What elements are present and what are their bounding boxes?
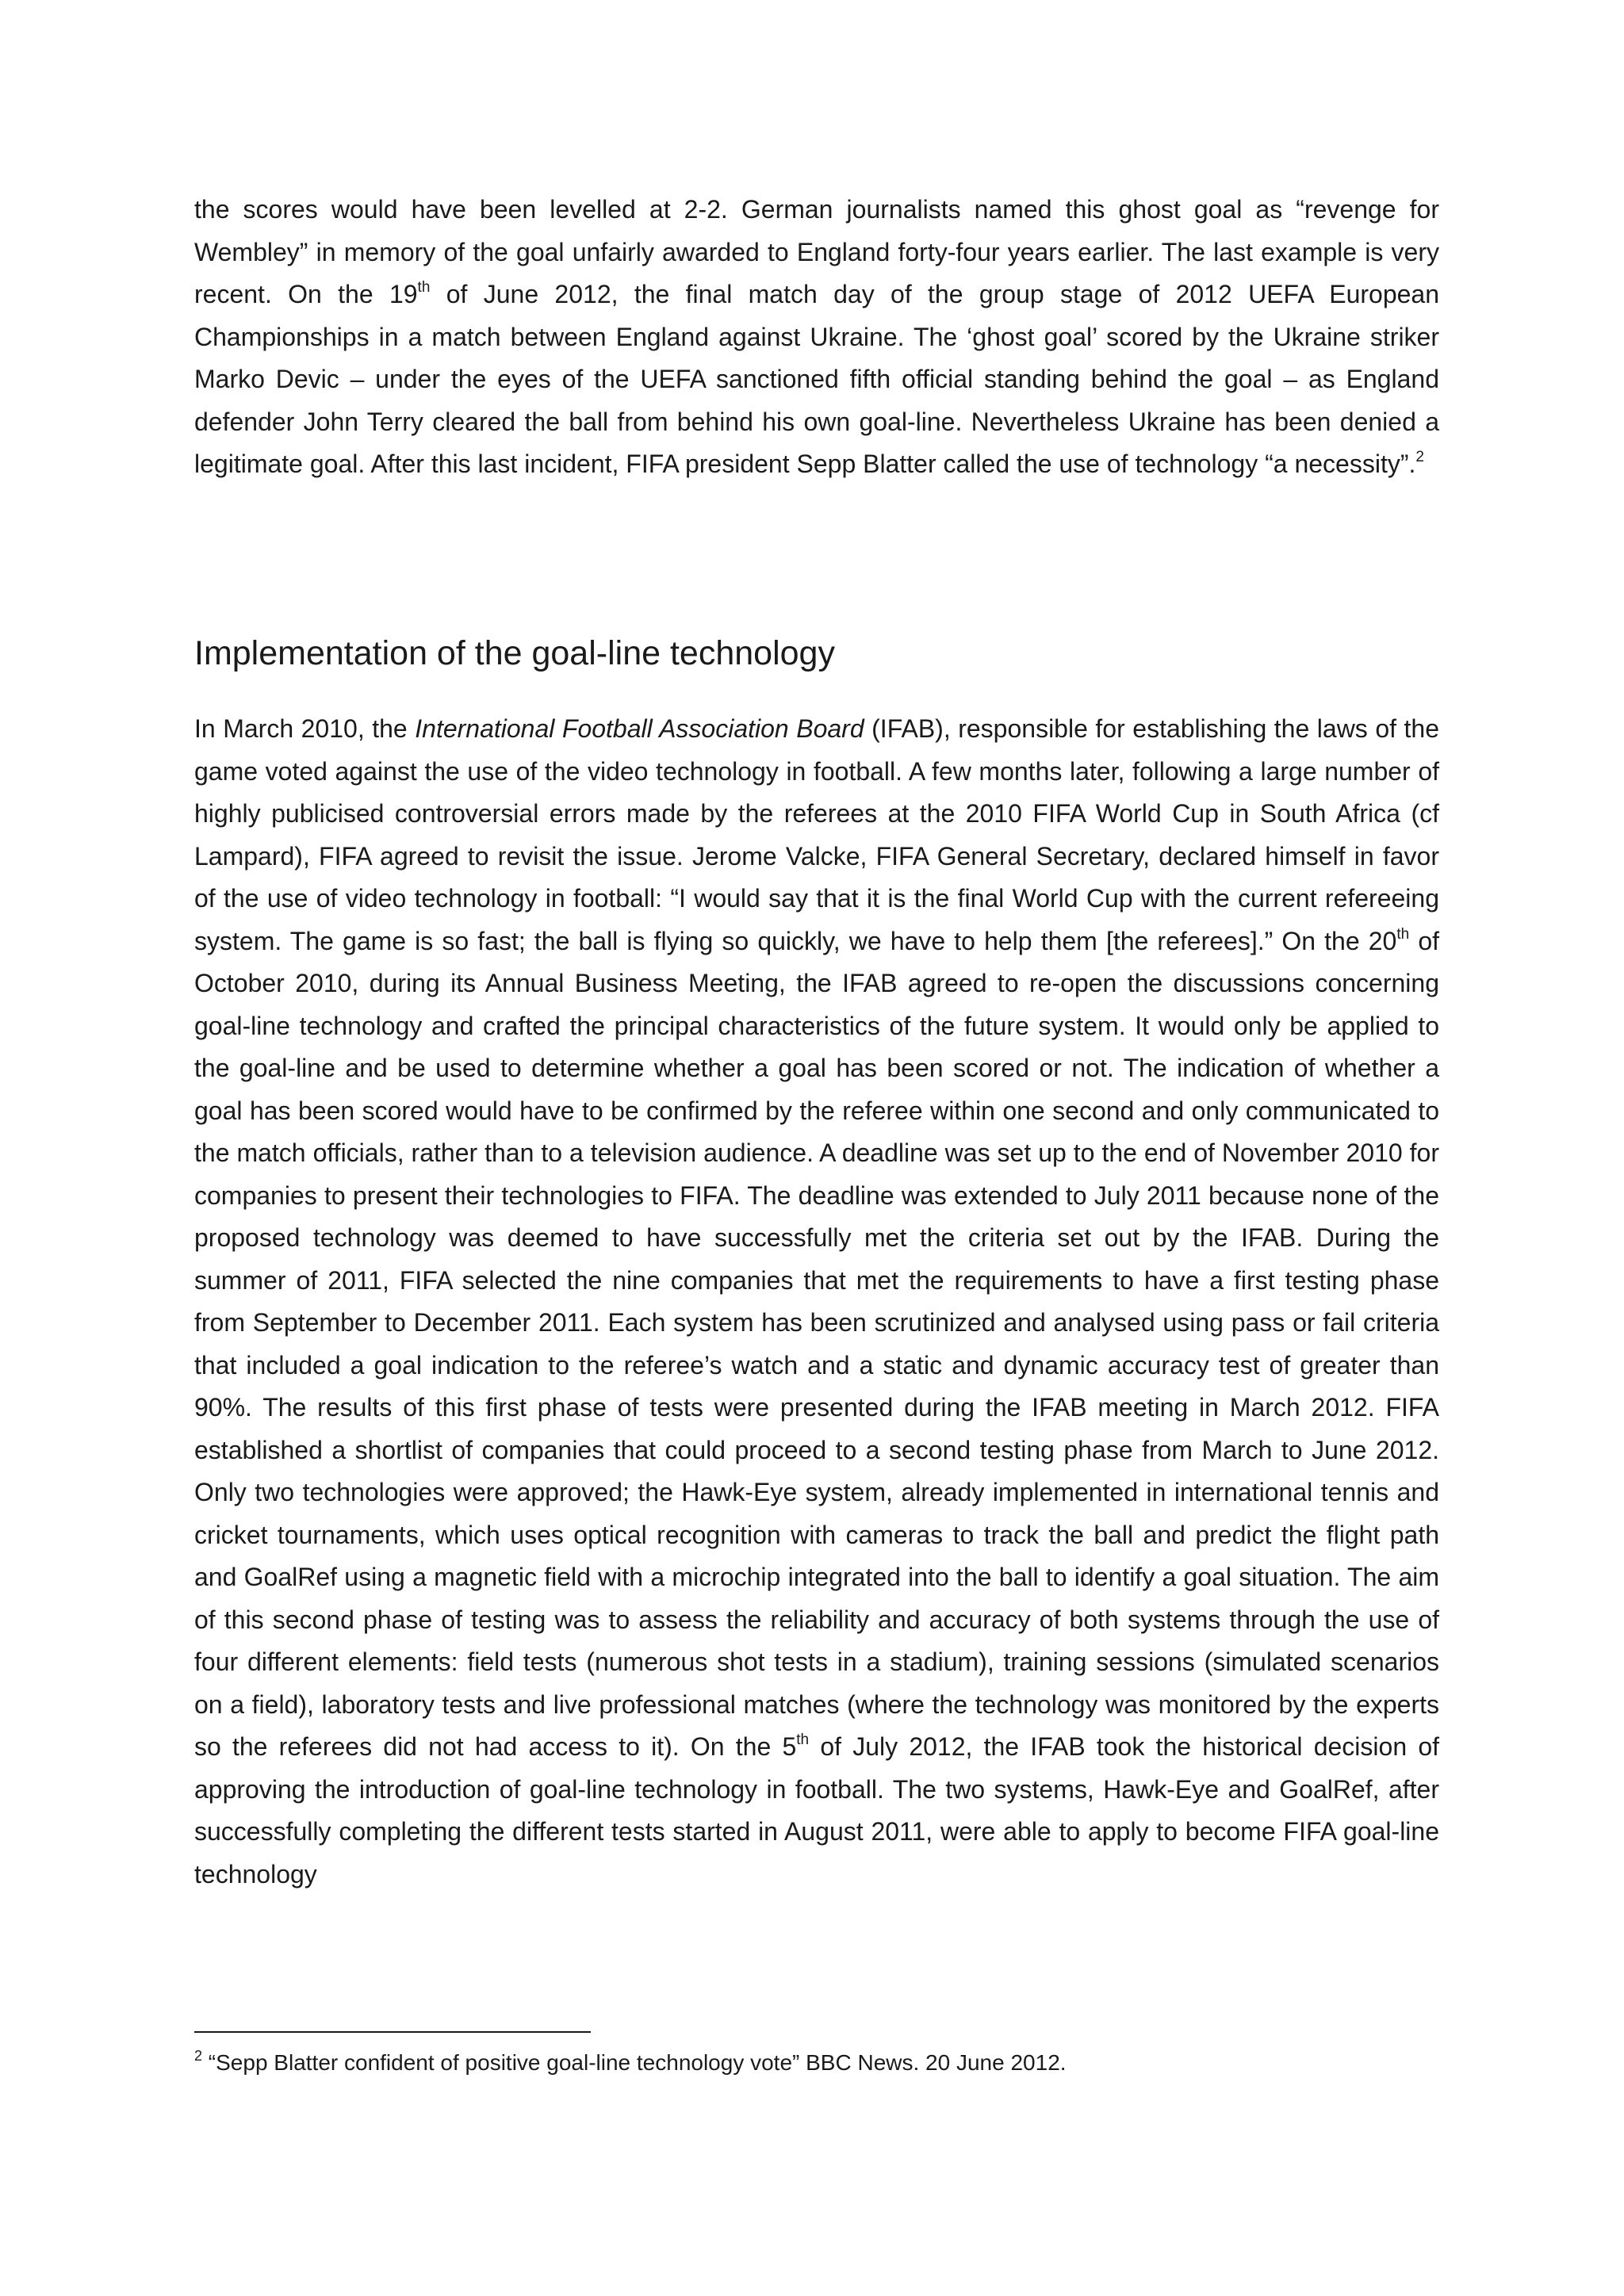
ordinal-superscript: th — [796, 1732, 810, 1749]
intro-text-1: the scores would have been levelled at 2-2. German journalists named this ghost goal as “revenge for Wembley” in memory of the goal unfairly awarded to England forty-four years earlier. The last example is very recent. On the 19 — [194, 195, 1439, 308]
ordinal-superscript: th — [417, 279, 431, 297]
main-paragraph — [194, 708, 1439, 1896]
document-page — [194, 0, 1439, 2296]
footnote-reference[interactable]: 2 — [1415, 449, 1424, 466]
footnote-divider — [194, 2031, 591, 2033]
main-text-4: of July 2012, the IFAB took the historical decision of approving the introduction of goal-line technology in football. The two systems, Hawk-Eye and GoalRef, after successfully completing the different tests started in August 2011, were able to apply to become FIFA goal-line technology — [194, 1732, 1440, 1888]
italic-organization-name: International Football Association Board — [415, 714, 864, 743]
footnote-text: “Sepp Blatter confident of positive goal-line technology vote” BBC News. 20 June 2012. — [202, 2050, 1067, 2075]
footnote-number: 2 — [194, 2047, 203, 2064]
main-text-3: of October 2010, during its Annual Business Meeting, the IFAB agreed to re-open the discussions concerning goal-line technology and crafted the principal characteristics of the future system. It would only be applied to the goal-line and be used to determine whether a goal has been scored or not. The indication of whether a goal has been scored would have to be confirmed by the referee within one second and only communicated to the match officials, rather than to a television audience. A deadline was set up to the end of November 2010 for companies to present their technologies to FIFA. The deadline was extended to July 2011 because none of the proposed technology was deemed to have successfully met the criteria set out by the IFAB. During the summer of 2011, FIFA selected the nine companies that met the requirements to have a first testing phase from September to December 2011. Each system has been scrutinized and analysed using pass or fail criteria that included a goal indication to the referee’s watch and a static and dynamic accuracy test of greater than 90%. The results of this first phase of tests were presented during the IFAB meeting in March 2012. FIFA established a shortlist of companies that could proceed to a second testing phase from March to June 2012. Only two technologies were approved; the Hawk-Eye system, already implemented in international tennis and cricket tournaments, which uses optical recognition with cameras to track the ball and predict the flight path and GoalRef using a magnetic field with a microchip integrated into the ball to identify a goal situation. The aim of this second phase of testing was to assess the reliability and accuracy of both systems through the use of four different elements: field tests (numerous shot tests in a stadium), training sessions (simulated scenarios on a field), laboratory tests and live professional matches (where the technology was monitored by the experts so the referees did not had access to it). On the 5 — [194, 926, 1439, 1761]
main-text-2: (IFAB), responsible for establishing the laws of the game voted against the use of the video technology in football. A few months later, following a large number of highly publicised controversial errors made by the referees at the 2010 FIFA World Cup in South Africa (cf Lampard), FIFA agreed to revisit the issue. Jerome Valcke, FIFA General Secretary, declared himself in favor of the use of video technology in football: “I would say that it is the final World Cup with the current refereeing system. The game is so fast; the ball is flying so quickly, we have to help them [the referees].” On the 20 — [194, 714, 1440, 955]
intro-paragraph — [194, 189, 1439, 486]
main-text-1: In March 2010, the — [194, 714, 416, 743]
section-heading: Implementation of the goal-line technology — [194, 634, 835, 672]
intro-text-2: of June 2012, the final match day of the group stage of 2012 UEFA European Championships in a match between England against Ukraine. The ‘ghost goal’ scored by the Ukraine striker Marko Devic – under the eyes of the UEFA sanctioned fifth official standing behind the goal – as England defender John Terry cleared the ball from behind his own goal-line. Nevertheless Ukraine has been denied a legitimate goal. After this last incident, FIFA president Sepp Blatter called the use of technology “a necessity”. — [194, 280, 1440, 478]
footnote — [194, 2045, 1439, 2080]
ordinal-superscript: th — [1396, 925, 1410, 943]
